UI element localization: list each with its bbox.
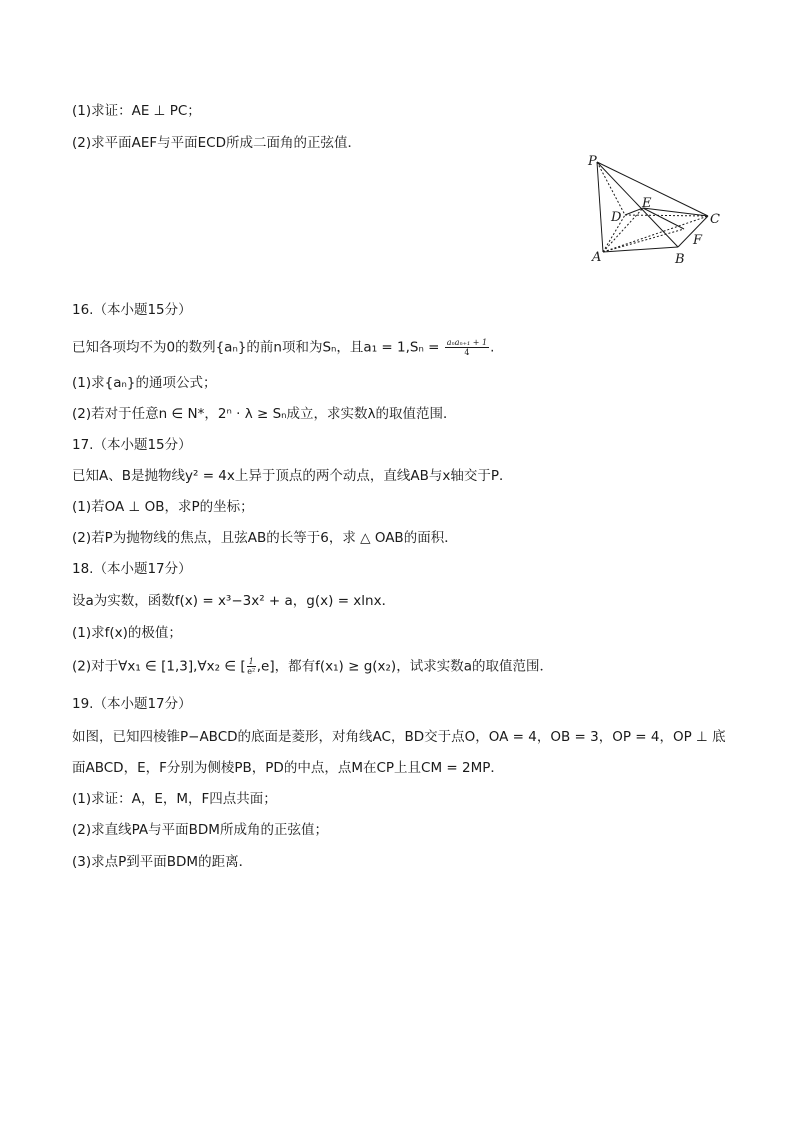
label-F: F xyxy=(693,233,703,248)
q18-part2 xyxy=(72,657,553,676)
q17-part1: (1)若OA ⊥ OB，求P的坐标； xyxy=(72,499,254,515)
label-D: D xyxy=(611,210,622,225)
q18-fraction xyxy=(247,657,256,676)
q15-part1: (1)求证：AE ⊥ PC； xyxy=(72,103,201,119)
q19-part1: (1)求证：A，E，M，F四点共面； xyxy=(72,791,277,807)
q16-stem xyxy=(72,338,494,357)
q16-part1: (1)求{aₙ}的通项公式； xyxy=(72,375,217,391)
q16-fraction-numerator: aₙaₙ₊₁ + 1 xyxy=(446,338,488,347)
label-A: A xyxy=(592,250,602,265)
edge-PC xyxy=(597,162,708,216)
q18-fraction-numerator: 1 xyxy=(248,657,254,666)
q17-stem: 已知A、B是抛物线y² = 4x上异于顶点的两个动点，直线AB与x轴交于P． xyxy=(72,468,513,484)
q19-stem-line2: 面ABCD，E，F分别为侧棱PB，PD的中点，点M在CP上且CM = 2MP． xyxy=(72,760,504,776)
seg-ED xyxy=(625,208,643,215)
q18-heading: 18.（本小题17分） xyxy=(72,561,192,577)
q16-stem-end: . xyxy=(490,339,495,356)
label-P: P xyxy=(588,154,597,169)
q16-fraction xyxy=(445,338,489,357)
q18-stem: 设a为实数，函数f(x) = x³−3x² + a，g(x) = xlnx． xyxy=(72,593,396,609)
q19-part2: (2)求直线PA与平面BDM所成角的正弦值； xyxy=(72,822,328,838)
pyramid-figure xyxy=(585,150,725,275)
seg-EF xyxy=(643,208,684,229)
edge-PD xyxy=(597,162,625,215)
label-C: C xyxy=(710,212,720,227)
q19-heading: 19.（本小题17分） xyxy=(72,696,192,712)
q18-part2-text-a: (2)对于∀x₁ ∈ [1,3],∀x₂ ∈ [ xyxy=(72,658,246,675)
seg-EC xyxy=(643,208,708,216)
q17-heading: 17.（本小题15分） xyxy=(72,437,192,453)
q16-stem-text: 已知各项均不为0的数列{aₙ}的前n项和为Sₙ，且a₁ = 1,Sₙ = xyxy=(72,339,440,356)
q19-stem-line1: 如图，已知四棱锥P−ABCD的底面是菱形，对角线AC，BD交于点O，OA = 4，OB = 3，OP = 4，OP ⊥ 底 xyxy=(72,729,726,745)
q16-part2: (2)若对于任意n ∈ N*，2ⁿ · λ ≥ Sₙ成立，求实数λ的取值范围． xyxy=(72,406,457,422)
label-B: B xyxy=(675,252,685,267)
q15-part2: (2)求平面AEF与平面ECD所成二面角的正弦值． xyxy=(72,135,362,151)
edge-PA xyxy=(597,162,603,252)
q17-part2: (2)若P为抛物线的焦点，且弦AB的长等于6，求 △ OAB的面积． xyxy=(72,530,458,546)
q16-heading: 16.（本小题15分） xyxy=(72,302,192,318)
q19-part3: (3)求点P到平面BDM的距离． xyxy=(72,854,253,870)
q18-fraction-denominator: e² xyxy=(247,667,256,676)
q18-part2-text-b: ,e]，都有f(x₁) ≥ g(x₂)，试求实数a的取值范围． xyxy=(256,658,553,675)
label-E: E xyxy=(642,196,652,211)
q16-fraction-denominator: 4 xyxy=(464,348,470,357)
edge-DC xyxy=(625,215,708,216)
q18-part1: (1)求f(x)的极值； xyxy=(72,625,182,641)
